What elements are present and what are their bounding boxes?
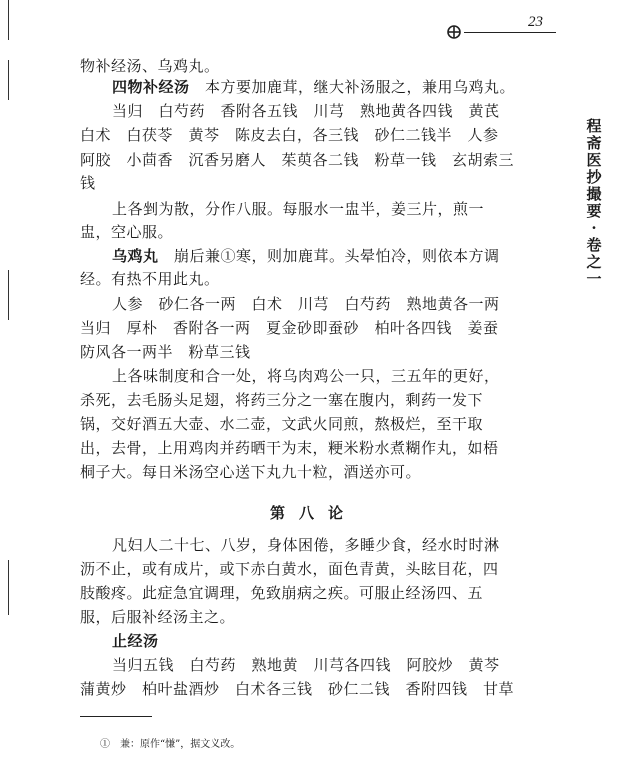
ingredient-line: 防风各一两半 粉草三钱	[80, 343, 251, 361]
formula-name: 乌鸡丸	[112, 247, 159, 265]
ingredient-line: 当归 厚朴 香附各一两 夏金砂即蚕砂 柏叶各四钱 姜蚕	[80, 319, 499, 337]
text-line: 服，后服补经汤主之。	[80, 608, 236, 626]
header-ornament-icon	[446, 24, 462, 40]
ingredient-line: 当归 白芍药 香附各五钱 川芎 熟地黄各四钱 黄芪	[112, 102, 500, 120]
ingredient-line: 蒲黄炒 柏叶盐酒炒 白术各三钱 砂仁二钱 香附四钱 甘草	[80, 680, 515, 698]
formula-name: 四物补经汤	[112, 78, 190, 96]
ingredient-line: 阿胶 小茴香 沉香另磨人 茱萸各二钱 粉草一钱 玄胡索三	[80, 151, 515, 169]
page-number: 23	[528, 14, 543, 30]
text-line: 桐子大。每日米汤空心送下丸九十粒，酒送亦可。	[80, 463, 422, 481]
header-rule	[464, 32, 556, 33]
binding-mark	[8, 60, 9, 100]
formula-text: 崩后兼①寒，则加鹿茸。头晕怕冷，则依本方调	[158, 247, 500, 265]
ingredient-line: 钱	[80, 174, 96, 192]
text-line: 出，去骨，上用鸡肉并药晒干为末，粳米粉水煮糊作丸，如梧	[80, 439, 499, 457]
footnote: ① 兼：原作“慊”，据文义改。	[100, 739, 241, 750]
side-running-title: 程斋医抄撮要·卷之一	[586, 117, 602, 288]
text-line: 锅，交好酒五大壶、水二壶，文武火同煎，熬极烂，至干取	[80, 415, 484, 433]
text-line	[112, 631, 159, 652]
text-line: 经。有热不用此丸。	[80, 270, 220, 288]
binding-mark	[8, 560, 9, 615]
text-line: 沥不止，或有成片，或下赤白黄水，面色青黄，头眩目花，四	[80, 560, 499, 578]
text-line: 盅，空心服。	[80, 223, 174, 241]
ingredient-line: 白术 白茯苓 黄芩 陈皮去白，各三钱 砂仁二钱半 人参	[80, 126, 499, 144]
ingredient-line: 当归五钱 白芍药 熟地黄 川芎各四钱 阿胶炒 黄芩	[112, 656, 500, 674]
ingredient-line: 人参 砂仁各一两 白术 川芎 白芍药 熟地黄各一两	[112, 295, 500, 313]
text-line: 杀死，去毛肠头足翅，将药三分之一塞在腹内，剩药一发下	[80, 391, 484, 409]
formula-name: 止经汤	[112, 632, 159, 650]
text-line	[112, 246, 500, 267]
text-line: 物补经汤、乌鸡丸。	[80, 57, 220, 75]
text-line: 上各味制度和合一处，将乌肉鸡公一只，三五年的更好，	[112, 367, 500, 385]
binding-mark	[8, 0, 9, 40]
text-line: 肢酸疼。此症急宜调理，免致崩病之疾。可服止经汤四、五	[80, 584, 484, 602]
binding-mark	[8, 270, 9, 320]
text-line	[112, 77, 515, 98]
text-line: 上各剉为散，分作八服。每服水一盅半，姜三片，煎一	[112, 200, 485, 218]
section-heading: 第八论	[269, 504, 357, 522]
formula-text: 本方要加鹿茸，继大补汤服之，兼用乌鸡丸。	[189, 78, 516, 96]
footnote-rule	[80, 716, 152, 717]
text-line: 凡妇人二十七、八岁，身体困倦，多睡少食，经水时时淋	[112, 536, 500, 554]
